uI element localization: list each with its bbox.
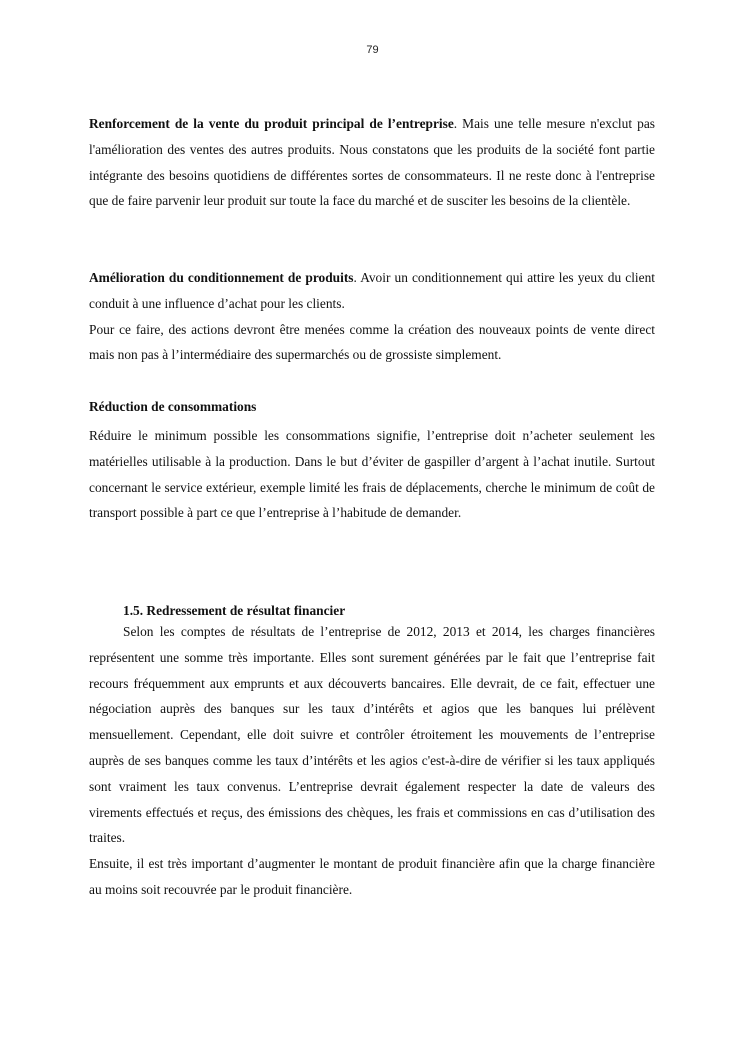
page-number: 79: [366, 44, 379, 56]
renforcement-title: Renforcement de la vente du produit principal de l’entreprise: [89, 116, 454, 131]
renforcement-body: . Mais une telle mesure n'exclut pas l'amélioration des ventes des autres produits. Nous constatons que les produits de la société font partie intégrante des besoins quotidiens de différentes sortes de consommateurs. Il ne reste donc à l'entreprise que de faire parvenir leur produit sur toute la face du marché et de susciter les besoins de la clientèle.: [89, 116, 655, 209]
amelioration-paragraph-2: Pour ce faire, des actions devront être menées comme la création des nouveaux points de vente direct mais non pas à l’intermédiaire des supermarchés ou de grossiste simplement.: [89, 321, 655, 363]
amelioration-body: . Avoir un conditionnement qui attire les yeux du client conduit à une influence d’achat pour les clients.: [89, 270, 655, 311]
section-renforcement: [89, 111, 655, 214]
section-amelioration: [89, 265, 655, 368]
section-reduction: [89, 397, 655, 526]
reduction-body: Réduire le minimum possible les consommations signifie, l’entreprise doit n’acheter seulement les matérielles utilisable à la production. Dans le but d’éviter de gaspiller d’argent à l’achat inutile. Surtout concernant le service extérieur, exemple limité les frais de déplacements, cherche le minimum de coût de transport possible à part ce que l’entreprise à l’habitude de demander.: [89, 428, 655, 521]
redressement-paragraph-2: Ensuite, il est très important d’augmenter le montant de produit financière afin que la charge financière au moins soit recouvrée par le produit financière.: [89, 856, 655, 897]
redressement-title: 1.5. Redressement de résultat financier: [123, 603, 346, 618]
amelioration-title: Amélioration du conditionnement de produits: [89, 270, 354, 285]
reduction-title: Réduction de consommations: [89, 399, 257, 414]
renforcement-paragraph: [89, 111, 655, 214]
redressement-paragraph-1: Selon les comptes de résultats de l’entreprise de 2012, 2013 et 2014, les charges financières représentent une somme très importante. Elles sont surement générées par le fait que l’entreprise fait recours fréquemment aux emprunts et aux découverts bancaires. Elle devrait, de ce fait, effectuer une négociation auprès des banques sur les taux d’intérêts et agios que les banques lui prélèvent mensuellement. Cependant, elle doit suivre et contrôler étroitement les mouvements de l’entreprise auprès de ses banques comme les taux d’intérêts et les agios c'est-à-dire de vérifier si les taux appliqués sont vraiment les taux convenus. L’entreprise devrait également respecter la date de valeurs des virements effectués et reçus, des émissions des chèques, les frais et commissions en cas d’utilisation des traites.: [89, 624, 655, 846]
amelioration-paragraph: [89, 265, 655, 317]
section-redressement: [89, 619, 655, 903]
